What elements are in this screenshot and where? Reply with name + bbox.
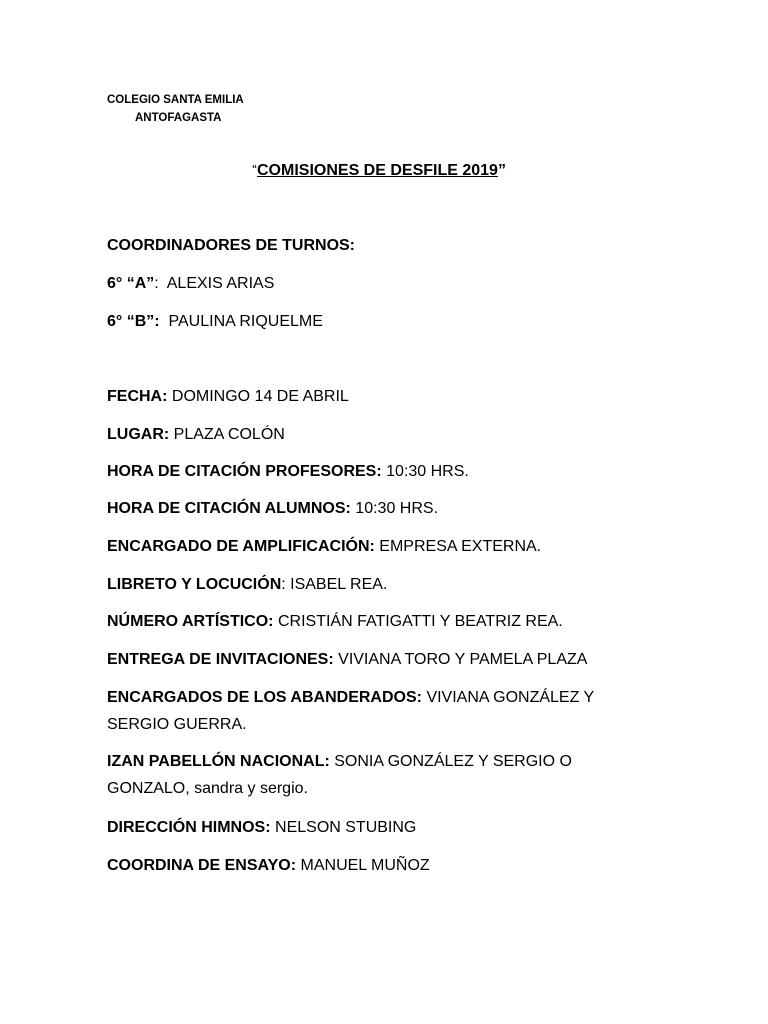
detail-value: 10:30 HRS.	[355, 500, 439, 517]
document-title	[252, 162, 506, 180]
title-text: COMISIONES DE DESFILE 2019	[257, 162, 498, 179]
detail-libreto	[107, 571, 667, 598]
coordinator-name: PAULINA RIQUELME	[168, 313, 323, 330]
detail-hora-profesores	[107, 458, 667, 485]
detail-label: ENCARGADO DE AMPLIFICACIÓN:	[107, 538, 375, 555]
coordinators-heading: COORDINADORES DE TURNOS:	[107, 237, 356, 254]
title-open-quote: “	[252, 164, 257, 175]
detail-label: LIBRETO Y LOCUCIÓN	[107, 576, 282, 593]
detail-label: ENCARGADOS DE LOS ABANDERADOS:	[107, 689, 422, 706]
detail-label: FECHA:	[107, 388, 168, 405]
detail-label: HORA DE CITACIÓN ALUMNOS:	[107, 500, 351, 517]
detail-lugar	[107, 421, 667, 448]
coordinator-6a	[107, 270, 667, 297]
detail-value: MANUEL MUÑOZ	[300, 857, 430, 874]
coordinator-name: ALEXIS ARIAS	[166, 275, 275, 292]
detail-value: DOMINGO 14 DE ABRIL	[171, 388, 349, 405]
detail-value: NELSON STUBING	[275, 819, 417, 836]
detail-value: VIVIANA GONZÁLEZ Y SERGIO GUERRA.	[107, 689, 594, 733]
detail-value: ISABEL REA.	[290, 576, 388, 593]
detail-amplificacion	[107, 533, 667, 560]
detail-value: PLAZA COLÓN	[173, 426, 285, 443]
detail-abanderados	[107, 684, 627, 738]
detail-label: DIRECCIÓN HIMNOS:	[107, 819, 271, 836]
detail-label: IZAN PABELLÓN NACIONAL:	[107, 753, 330, 770]
title-close-quote: ”	[497, 162, 506, 179]
detail-value: 10:30 HRS.	[386, 463, 469, 480]
detail-value: CRISTIÁN FATIGATTI Y BEATRIZ REA.	[277, 613, 563, 630]
detail-hora-alumnos	[107, 495, 667, 522]
detail-value: VIVIANA TORO Y PAMELA PLAZA	[338, 651, 588, 668]
coordinator-label: 6° “A”	[107, 275, 155, 292]
detail-label: NÚMERO ARTÍSTICO:	[107, 613, 274, 630]
detail-label: LUGAR:	[107, 426, 170, 443]
coordinator-label: 6° “B”:	[107, 313, 160, 330]
detail-pabellon	[107, 748, 627, 802]
detail-fecha	[107, 383, 667, 410]
detail-label: COORDINA DE ENSAYO:	[107, 857, 297, 874]
detail-label: ENTREGA DE INVITACIONES:	[107, 651, 334, 668]
coordinator-sep: :	[154, 275, 167, 292]
detail-value: SONIA GONZÁLEZ Y SERGIO O GONZALO, sandra y sergio.	[107, 753, 572, 797]
school-city: ANTOFAGASTA	[135, 112, 222, 124]
detail-sep: :	[281, 576, 291, 593]
detail-label: HORA DE CITACIÓN PROFESORES:	[107, 463, 382, 480]
detail-ensayo	[107, 852, 667, 879]
coordinator-sep	[160, 313, 169, 330]
detail-numero-artistico	[107, 608, 667, 635]
detail-invitaciones	[107, 646, 667, 673]
detail-himnos	[107, 814, 667, 841]
detail-value: EMPRESA EXTERNA.	[379, 538, 542, 555]
coordinator-6b	[107, 308, 667, 335]
school-name: COLEGIO SANTA EMILIA	[107, 94, 244, 106]
